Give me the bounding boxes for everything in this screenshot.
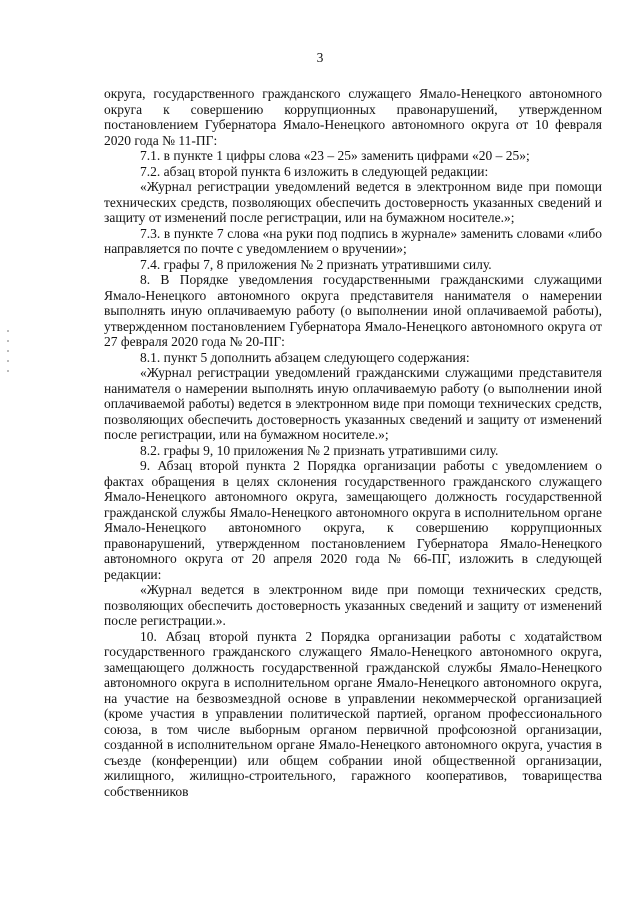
scan-mark [7, 330, 9, 332]
paragraph: «Журнал регистрации уведомлений ведется в электронном виде при помощи технических средств, позволяющих обеспечить достоверность указанных сведений и защиту от изменений после регистрации, или на бумажном носителе.»; [104, 179, 602, 225]
paragraph: 9. Абзац второй пункта 2 Порядка организации работы с уведомлением о фактах обращения в целях склонения государственного гражданского служащего Ямало-Ненецкого автономного округа, замещающего должность государственной гражданской службы Ямало-Ненецкого автономного округа в исполнительном органе Ямало-Ненецкого автономного округа, к совершению коррупционных правонарушений, утвержденном постановлением Губернатора Ямало-Ненецкого автономного округа от 20 апреля 2020 года № 66-ПГ, изложить в следующей редакции: [104, 458, 602, 582]
paragraph: 8. В Порядке уведомления государственными гражданскими служащими Ямало-Ненецкого автономного округа представителя нанимателя о намерении выполнять иную оплачиваемую работу (о выполнении иной оплачиваемой работы), утвержденном постановлением Губернатора Ямало-Ненецкого автономного округа от 27 февраля 2020 года № 20-ПГ: [104, 272, 602, 349]
paragraph: «Журнал ведется в электронном виде при помощи технических средств, позволяющих обеспечить достоверность указанных сведений и защиту от изменений после регистрации.». [104, 582, 602, 628]
paragraph: 8.1. пункт 5 дополнить абзацем следующего содержания: [140, 349, 470, 365]
scan-mark [7, 350, 9, 352]
scan-mark [7, 360, 9, 362]
paragraph: 10. Абзац второй пункта 2 Порядка организации работы с ходатайством государственного гражданского служащего Ямало-Ненецкого автономного округа, замещающего должность государственной гражданской службы Ямало-Ненецкого автономного округа в исполнительном органе Ямало-Ненецкого автономного округа, на участие на безвозмездной основе в управлении некоммерческой организацией (кроме участия в управлении политической партией, органом профессионального союза, в том числе выборным органом первичной профсоюзной организации, созданной в исполнительном органе Ямало-Ненецкого автономного округа, участия в съезде (конференции) или общем собрании иной общественной организации, жилищного, жилищно-строительного, гаражного кооперативов, товарищества собственников [104, 628, 602, 799]
paragraph: 7.3. в пункте 7 слова «на руки под подпись в журнале» заменить словами «либо направляется по почте с уведомлением о вручении»; [104, 225, 602, 256]
paragraph: 7.1. в пункте 1 цифры слова «23 – 25» заменить цифрами «20 – 25»; [140, 148, 530, 163]
paragraph: 8.2. графы 9, 10 приложения № 2 признать утратившими силу. [140, 442, 499, 458]
scan-mark [7, 370, 9, 372]
document-body [104, 86, 602, 799]
scan-mark [7, 340, 9, 342]
paragraph: 7.2. абзац второй пункта 6 изложить в следующей редакции: [140, 163, 489, 179]
page-number: 3 [316, 50, 324, 65]
paragraph: 7.4. графы 7, 8 приложения № 2 признать утратившими силу. [140, 256, 492, 272]
paragraph: «Журнал регистрации уведомлений гражданскими служащими представителя нанимателя о намерении выполнять иную оплачиваемую работу (о выполнении иной оплачиваемой работы) ведется в электронном виде при помощи технических средств, позволяющих обеспечить достоверность указанных сведений и защиту от изменений после регистрации, или на бумажном носителе.»; [104, 365, 602, 442]
paragraph: округа, государственного гражданского служащего Ямало-Ненецкого автономного округа к совершению коррупционных правонарушений, утвержденном постановлением Губернатора Ямало-Ненецкого автономного округа от 10 февраля 2020 года № 11-ПГ: [104, 86, 602, 148]
